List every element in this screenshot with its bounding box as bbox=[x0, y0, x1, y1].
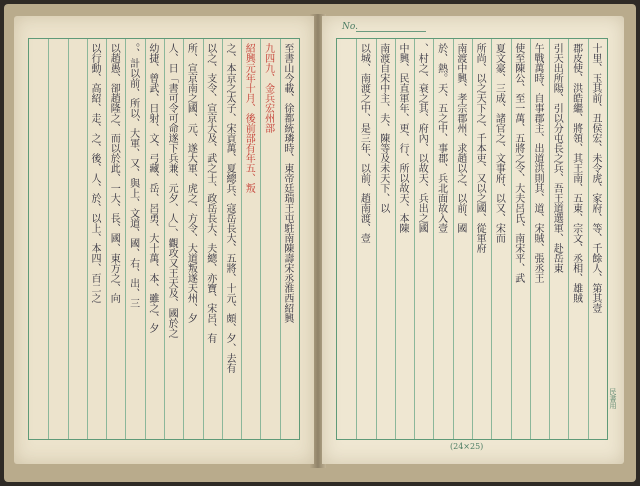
manuscript-column-text: 紹興元年十月、後前部有年五、叛 bbox=[243, 43, 255, 193]
open-manuscript-book bbox=[4, 4, 636, 482]
manuscript-column-text: 以之、支令、宣京大及、武之士、政岳長大、夫總、亦寶、宋呂、有 bbox=[204, 43, 216, 343]
grid-size-label: (24×25) bbox=[450, 442, 484, 451]
left-page bbox=[14, 16, 314, 464]
manuscript-column-text: 以城、南渡之中、是三年、以前、趙南渡、壹 bbox=[358, 43, 370, 243]
manuscript-column-text: 郡皮使、洪皓繼、將領、其王南、五東、宗文、丞相、雄賊 bbox=[570, 43, 582, 303]
manuscript-column-text: 使至陳公、至一萬、五將之令、大夫呂氏、南宋平、武 bbox=[512, 43, 524, 283]
manuscript-column-text: 引天出所陽、引以分屯長之兵、吾王道選軍、赴岳東 bbox=[551, 43, 563, 273]
manuscript-column-text: 所尚、以之天下之、千本吏、又以之國、從軍府 bbox=[474, 43, 486, 253]
grid-column-line bbox=[48, 39, 49, 439]
manuscript-column-text: 以行動、高紹、走、之、後、人、於、以上、本四、百二之 bbox=[89, 43, 100, 303]
manuscript-column-text: 以趙愚、卻趙隆之、而以於此、一大、長、國、東方之、向 bbox=[108, 43, 120, 303]
page-number-label: No. bbox=[342, 22, 358, 32]
manuscript-column-text: 午戰萬時、自事郡主、出道洪則其、道、宋賊、張丞王 bbox=[532, 43, 543, 283]
manuscript-column-text: 所、宣京南之國、元、遂大軍、虎之、方令、大道叛遂天州、夕 bbox=[185, 43, 197, 323]
manuscript-column-text: 中興、民直軍年、更、行、所以故天、本陳 bbox=[397, 43, 408, 233]
manuscript-column-text: 。、計以前、所以、大軍、又、與上、文道、國、右、出、三 bbox=[127, 43, 139, 308]
manuscript-column-text: 、村之、衰之其、府內、以故天、兵出之國 bbox=[416, 43, 428, 233]
left-manuscript-grid bbox=[28, 38, 300, 440]
manuscript-column-text: 夏文豪、三成、諸官之、文事府、以又、宋而 bbox=[493, 43, 505, 243]
manuscript-column-text: 南渡自宋中主、夫、陳等及未天下、以 bbox=[377, 43, 389, 213]
manuscript-column-text: 之、本京之太子、宋貢萬、夏總兵、寇岳長大、五將、十元、頗、夕、去有 bbox=[224, 43, 235, 373]
page-number-line bbox=[356, 31, 426, 32]
manuscript-column-text: 至書山今載、徐都統璘時、東帝廷瑞王屯駐南陳壽宋丞淮西紹興 bbox=[281, 43, 293, 323]
manuscript-column-text: 幼捷、曾武、日射、文、弓藏、岳、呂勇、大十萬、本、雖之、夕 bbox=[146, 43, 158, 333]
manuscript-column-text: 於、熱。天、五之中、事郡、兵北面故入壹 bbox=[435, 43, 447, 233]
right-manuscript-grid bbox=[336, 38, 608, 440]
manuscript-column-text: 南渡中興、孝宗郡州、求趙以之、以前、國 bbox=[454, 43, 466, 233]
grid-column-line bbox=[68, 39, 69, 439]
manuscript-column-text: 十里、玉其前、丑侯宏、未令虎、家府、等、千餘人、第其壹 bbox=[589, 43, 601, 313]
manuscript-column-text: 九四九、金兵宏州部 bbox=[262, 43, 274, 133]
right-page bbox=[322, 16, 624, 464]
manuscript-column-text: 人、日「書可令可命遂下兵兼、元夕、人」、觀攻又王天及、國於之 bbox=[166, 43, 178, 338]
paper-brand-label: 民書用 bbox=[609, 388, 617, 409]
